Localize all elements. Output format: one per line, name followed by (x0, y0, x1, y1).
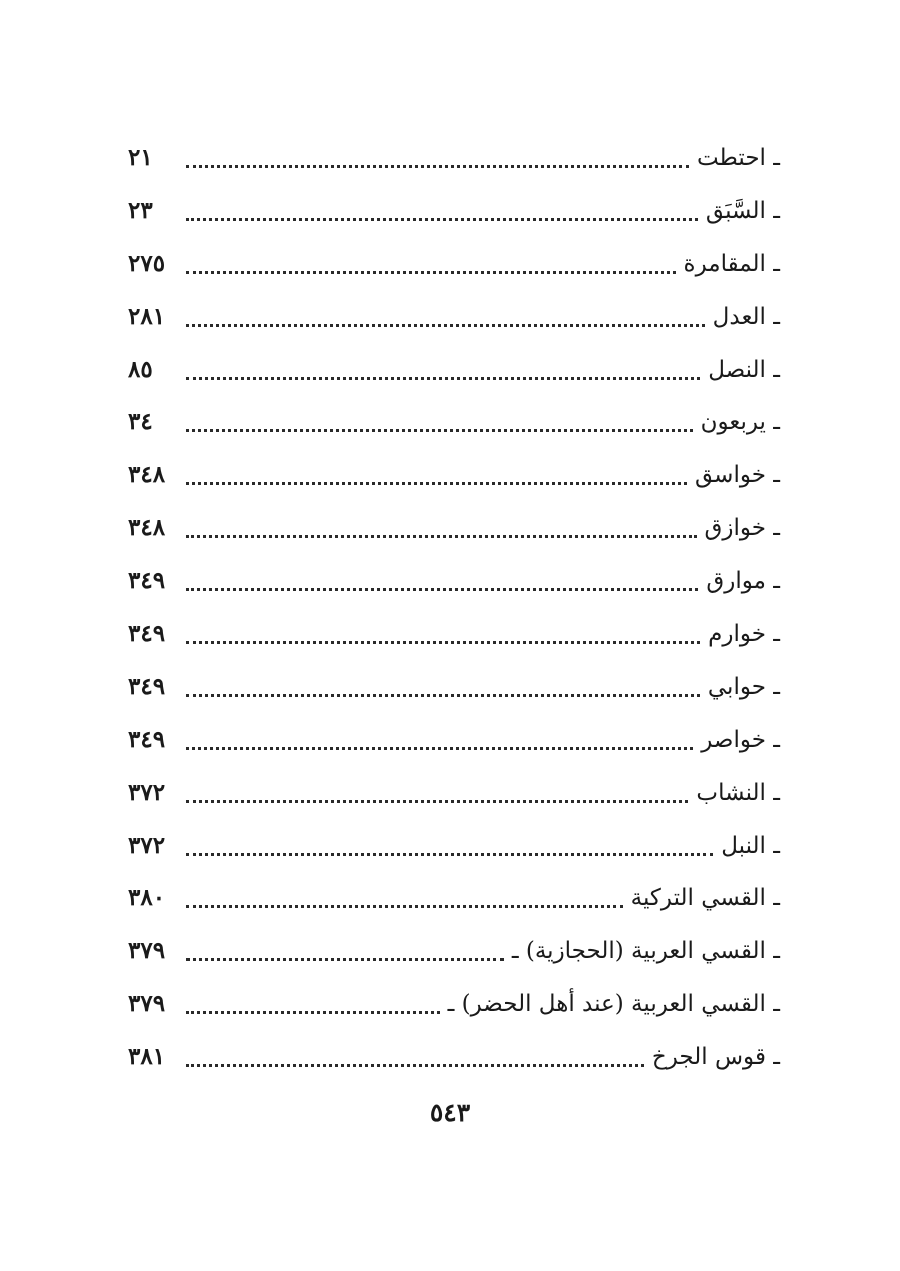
entry-page-number: ٢٣ (128, 196, 153, 224)
index-entry (128, 767, 780, 820)
index-entry (128, 396, 780, 449)
entry-title: ـ السَّبَق (705, 197, 780, 224)
entry-page-number: ٣٨١ (128, 1043, 166, 1071)
entry-page-number: ٣٤٨ (128, 461, 166, 489)
dot-leader (186, 800, 688, 803)
dot-leader (186, 165, 689, 168)
dot-leader (186, 641, 700, 644)
index-entry (128, 661, 780, 714)
entry-page-number: ٨٥ (128, 355, 153, 383)
entry-title: ـ احتطت (696, 145, 780, 171)
index-entry (128, 555, 780, 608)
dot-leader (186, 1011, 440, 1014)
entry-title: ـ النصل (708, 356, 780, 383)
index-entry (128, 714, 780, 767)
index-entry (128, 1031, 780, 1084)
entry-title: ـ يربعون (700, 409, 780, 436)
entry-page-number: ٢١ (128, 144, 153, 171)
index-entry (128, 820, 780, 873)
entry-page-number: ٣٧٩ (128, 990, 166, 1018)
dot-leader (186, 905, 623, 908)
index-entry (128, 978, 780, 1031)
index-entry (128, 185, 780, 238)
entry-page-number: ٢٧٥ (128, 249, 166, 277)
dot-leader (186, 747, 693, 750)
entry-page-number: ٢٨١ (128, 302, 166, 330)
entry-title: ـ القسي العربية (الحجازية) ـ (511, 938, 780, 965)
dot-leader (186, 218, 698, 221)
index-entry (128, 608, 780, 661)
entry-title: ـ المقامرة (683, 250, 780, 277)
dot-leader (186, 429, 693, 432)
entry-page-number: ٣٤٩ (128, 725, 166, 753)
entry-title: ـ العدل (712, 303, 780, 330)
entry-page-number: ٣٧٩ (128, 937, 166, 965)
dot-leader (186, 482, 687, 485)
entry-title: ـ حوابي (707, 673, 780, 700)
entry-title: ـ خواسق (695, 462, 780, 489)
index-entry (128, 502, 780, 555)
dot-leader (186, 588, 698, 591)
entry-title: ـ قوس الجرخ (651, 1044, 780, 1071)
entry-title: ـ النبل (721, 832, 780, 859)
dot-leader (186, 535, 697, 538)
entry-page-number: ٣٤٩ (128, 672, 166, 700)
entry-title: ـ القسي التركية (630, 885, 780, 912)
entry-title: ـ خوازق (704, 515, 780, 542)
dot-leader (186, 324, 705, 327)
entry-page-number: ٣٧٢ (128, 831, 166, 859)
index-entry (128, 872, 780, 925)
entry-page-number: ٣٨٠ (128, 884, 166, 912)
index-entry (128, 132, 780, 185)
dot-leader (186, 1064, 644, 1067)
index-entry (128, 344, 780, 397)
dot-leader (186, 377, 700, 380)
entry-page-number: ٣٤ (128, 408, 153, 436)
page-number: ٥٤٣ (429, 1098, 471, 1127)
dot-leader (186, 853, 713, 856)
entry-page-number: ٣٤٩ (128, 567, 166, 595)
dot-leader (186, 694, 700, 697)
index-entry (128, 291, 780, 344)
dot-leader (186, 958, 504, 961)
entry-title: ـ خواصر (701, 726, 780, 753)
index-entry (128, 449, 780, 502)
index-list (128, 132, 780, 1084)
entry-title: ـ موارق (706, 568, 780, 595)
entry-page-number: ٣٧٢ (128, 778, 166, 806)
index-entry (128, 925, 780, 978)
entry-title: ـ خوارم (708, 621, 780, 648)
dot-leader (186, 271, 676, 274)
index-entry (128, 238, 780, 291)
entry-page-number: ٣٤٨ (128, 514, 166, 542)
entry-title: ـ القسي العربية (عند أهل الحضر) ـ (447, 991, 780, 1018)
entry-page-number: ٣٤٩ (128, 620, 166, 648)
entry-title: ـ النشاب (696, 779, 780, 806)
